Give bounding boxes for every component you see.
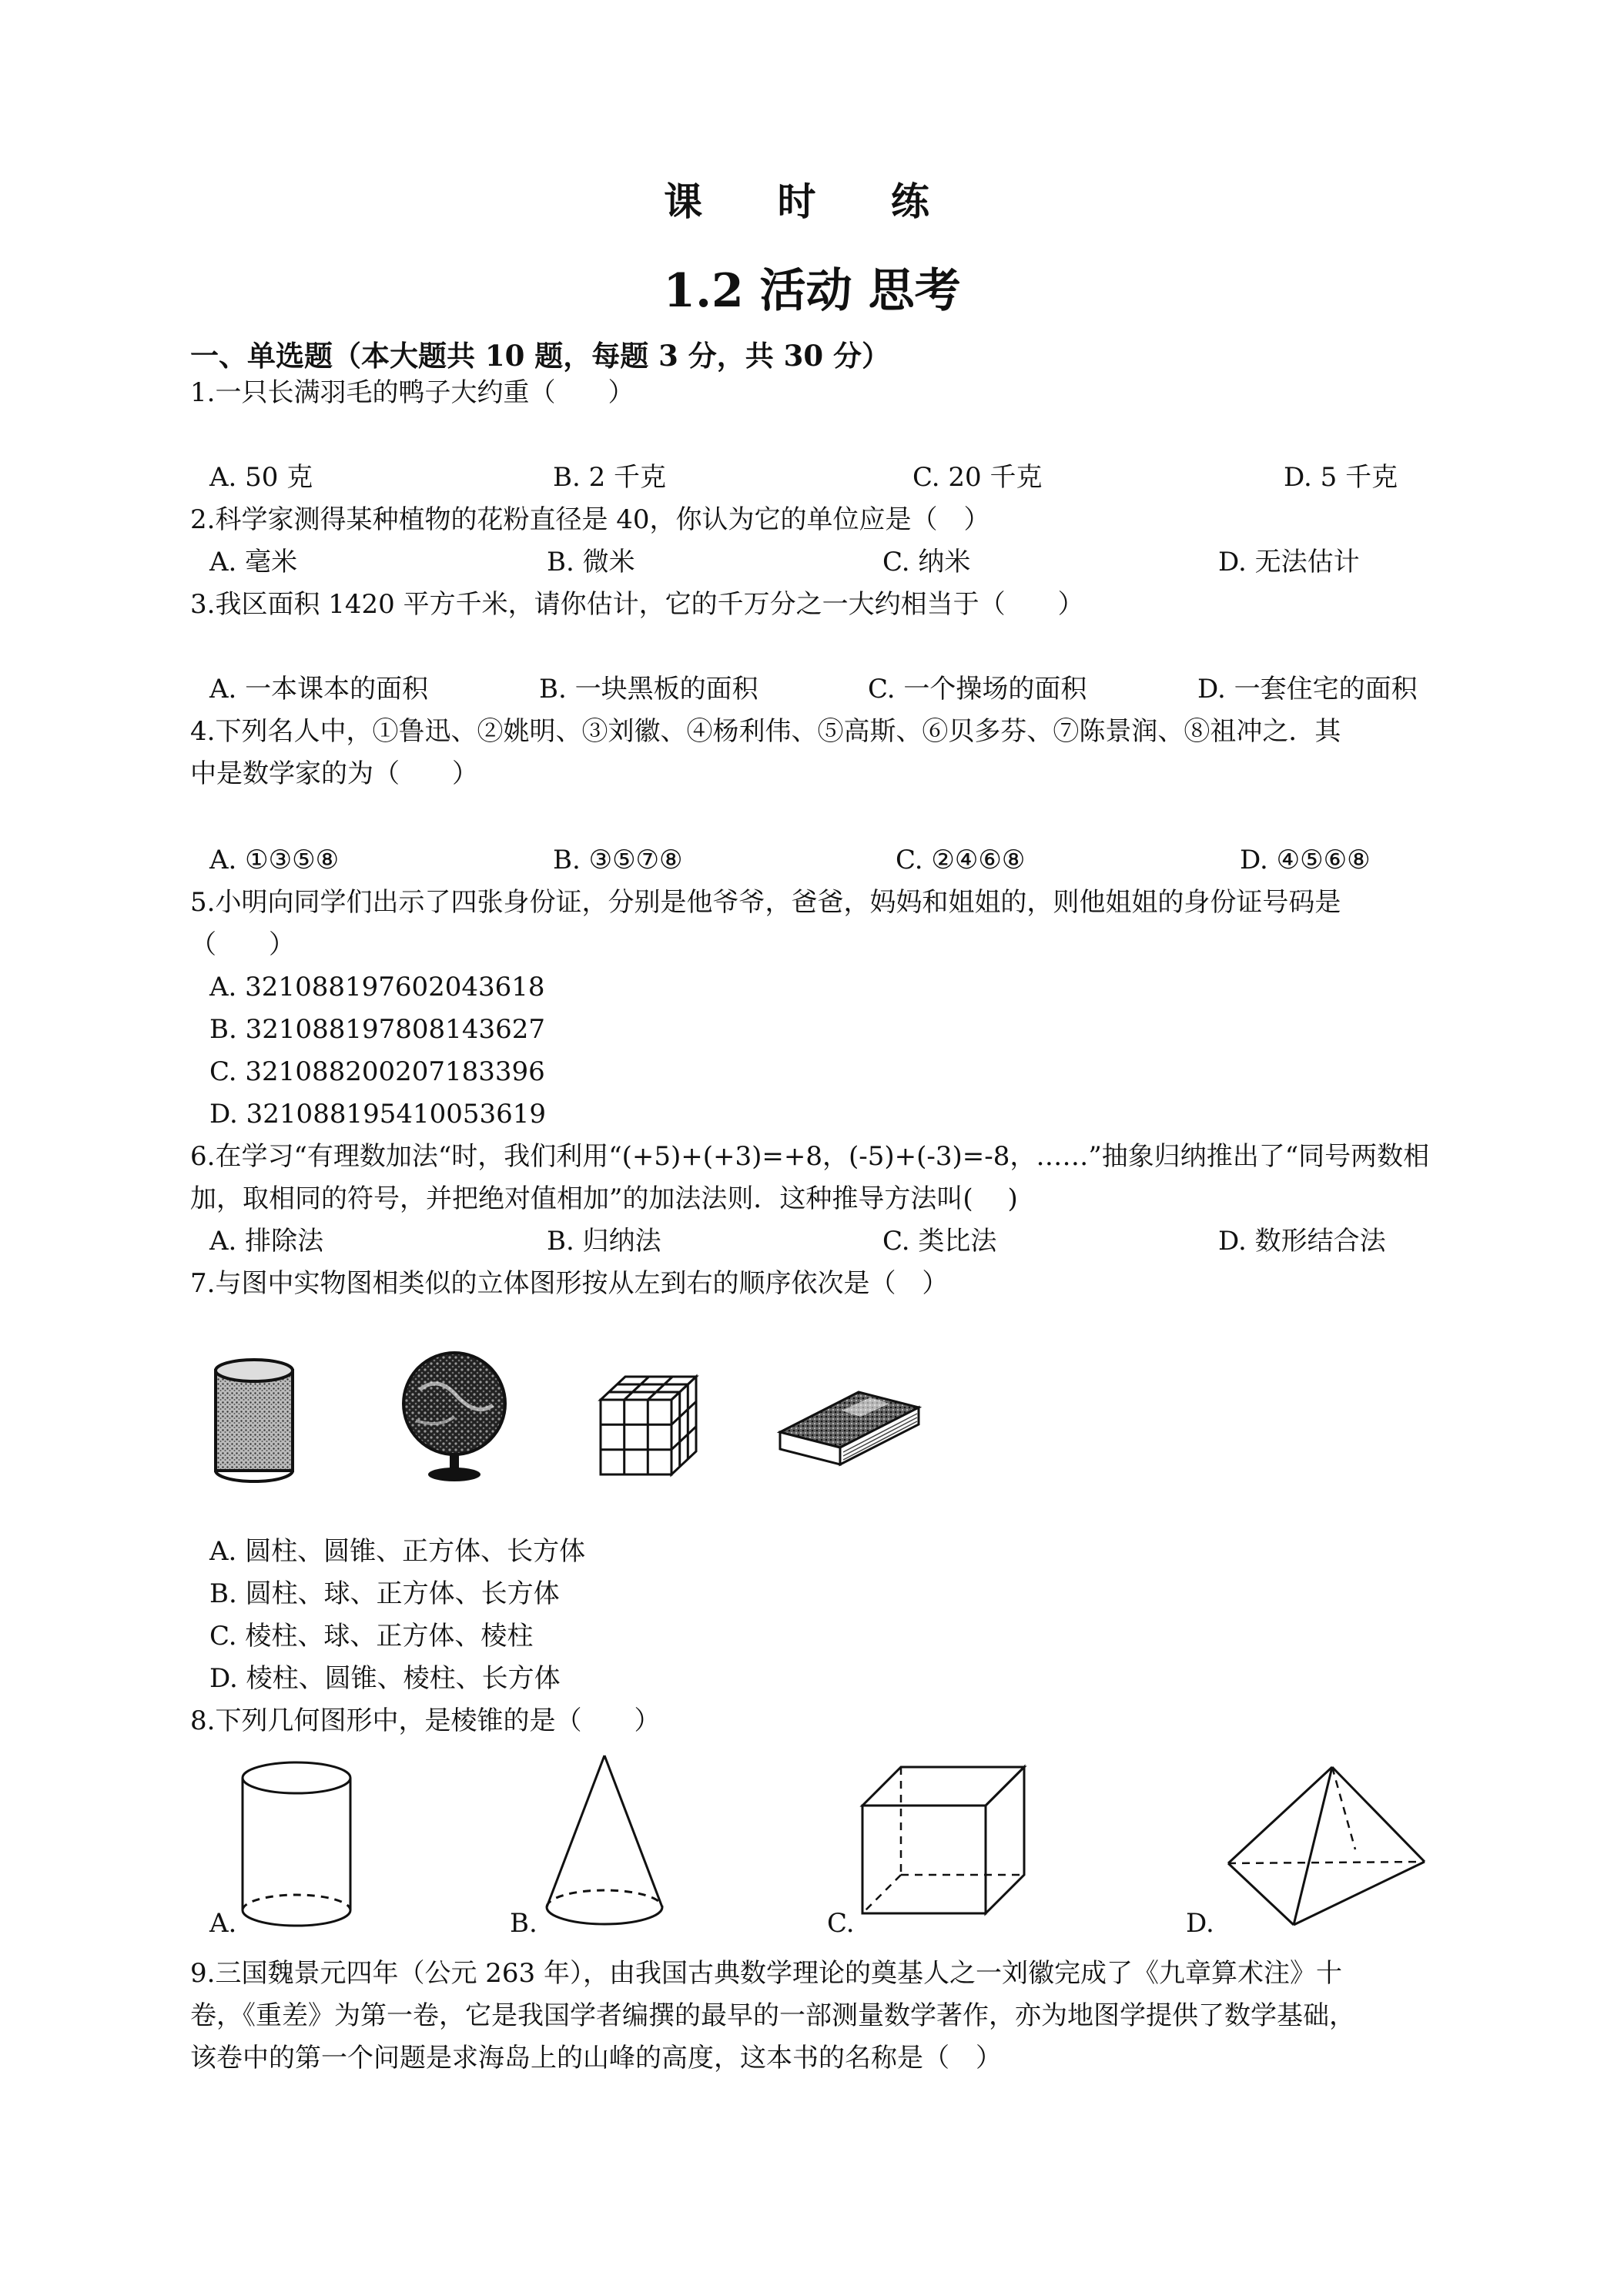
question-7-option-d[interactable]: D. 棱柱、圆锥、棱柱、长方体 [209,1663,561,1694]
question-4-option-c[interactable]: C. ②④⑥⑧ [896,845,1026,875]
question-4-option-a[interactable]: A. ①③⑤⑧ [209,845,340,875]
question-6-option-d[interactable]: D. 数形结合法 [1218,1226,1386,1257]
question-8-stem: 8.下列几何图形中，是棱锥的是（ ） [190,1705,661,1736]
question-4-stem-line2: 中是数学家的为（ ） [190,758,478,789]
question-5-option-a[interactable]: A. 321088197602043618 [209,972,545,1002]
question-2-option-c[interactable]: C. 纳米 [882,547,971,577]
question-7-option-b[interactable]: B. 圆柱、球、正方体、长方体 [209,1578,560,1609]
question-6-option-c[interactable]: C. 类比法 [882,1226,997,1257]
question-3-option-b[interactable]: B. 一块黑板的面积 [539,674,758,705]
question-5-stem-line2: （ ） [190,929,295,960]
question-6-stem-line1: 6.在学习“有理数加法“时，我们利用“(+5)+(+3)=+8，(-5)+(-3)=-8，……”抽象归纳推出了“同号两数相 [190,1141,1430,1172]
question-2-option-a[interactable]: A. 毫米 [209,547,298,577]
question-1-stem: 1.一只长满羽毛的鸭子大约重（ ） [190,377,635,408]
question-5-option-d[interactable]: D. 321088195410053619 [209,1099,547,1130]
section-heading: 一、单选题（本大题共 10 题，每题 3 分，共 30 分） [190,339,891,373]
question-3-stem: 3.我区面积 1420 平方千米，请你估计，它的千万分之一大约相当于（ ） [190,589,1084,620]
question-2-option-b[interactable]: B. 微米 [547,547,635,577]
question-7-stem: 7.与图中实物图相类似的立体图形按从左到右的顺序依次是（ ） [190,1268,949,1299]
question-5-option-b[interactable]: B. 321088197808143627 [209,1014,545,1045]
question-5-option-c[interactable]: C. 321088200207183396 [209,1056,545,1087]
question-1-option-c[interactable]: C. 20 千克 [912,462,1043,493]
question-3-option-c[interactable]: C. 一个操场的面积 [868,674,1087,705]
globe-figure [393,1344,516,1490]
question-9-stem-line2: 卷，《重差》为第一卷，它是我国学者编撰的最早的一部测量数学著作，亦为地图学提供了数学基础， [190,2000,1355,2031]
question-7-option-a[interactable]: A. 圆柱、圆锥、正方体、长方体 [209,1536,586,1567]
cylinder-can-figure [208,1355,300,1486]
question-1-option-d[interactable]: D. 5 千克 [1284,462,1398,493]
cube-shape-figure [855,1759,1032,1917]
question-4-option-d[interactable]: D. ④⑤⑥⑧ [1240,845,1371,875]
pyramid-shape-figure [1224,1763,1428,1933]
question-9-stem-line1: 9.三国魏景元四年（公元 263 年），由我国古典数学理论的奠基人之一刘徽完成了《九章算术注》十 [190,1958,1342,1989]
question-8-option-d[interactable]: D. [1186,1908,1214,1939]
question-6-option-a[interactable]: A. 排除法 [209,1226,324,1257]
question-1-option-b[interactable]: B. 2 千克 [553,462,667,493]
lesson-title: 1.2 活动 思考 [663,264,961,318]
question-1-option-a[interactable]: A. 50 克 [209,462,313,493]
cube-puzzle-figure [593,1371,708,1482]
question-6-option-b[interactable]: B. 归纳法 [547,1226,661,1257]
question-3-option-d[interactable]: D. 一套住宅的面积 [1197,674,1418,705]
question-7-option-c[interactable]: C. 棱柱、球、正方体、棱柱 [209,1621,534,1652]
question-4-stem-line1: 4.下列名人中，①鲁迅、②姚明、③刘徽、④杨利伟、⑤高斯、⑥贝多芬、⑦陈景润、⑧祖冲之．其 [190,716,1341,747]
question-8-option-c[interactable]: C. [827,1908,855,1939]
book-figure [774,1378,928,1474]
question-2-option-d[interactable]: D. 无法估计 [1218,547,1360,577]
cone-shape-figure [539,1752,670,1929]
cylinder-shape-figure [239,1759,354,1929]
question-4-option-b[interactable]: B. ③⑤⑦⑧ [553,845,683,875]
question-5-stem-line1: 5.小明向同学们出示了四张身份证，分别是他爷爷，爸爸，妈妈和姐姐的，则他姐姐的身份证号码是 [190,887,1341,918]
question-3-option-a[interactable]: A. 一本课本的面积 [209,674,429,705]
question-2-stem: 2.科学家测得某种植物的花粉直径是 40，你认为它的单位应是（ ） [190,504,990,535]
question-8-option-a[interactable]: A. [209,1908,237,1939]
question-6-stem-line2: 加，取相同的符号，并把绝对值相加”的加法法则．这种推导方法叫( ) [190,1183,1018,1214]
question-8-option-b[interactable]: B. [510,1908,537,1939]
question-9-stem-line3: 该卷中的第一个问题是求海岛上的山峰的高度，这本书的名称是（ ） [190,2043,1002,2073]
page-title: 课 时 练 [664,179,960,224]
